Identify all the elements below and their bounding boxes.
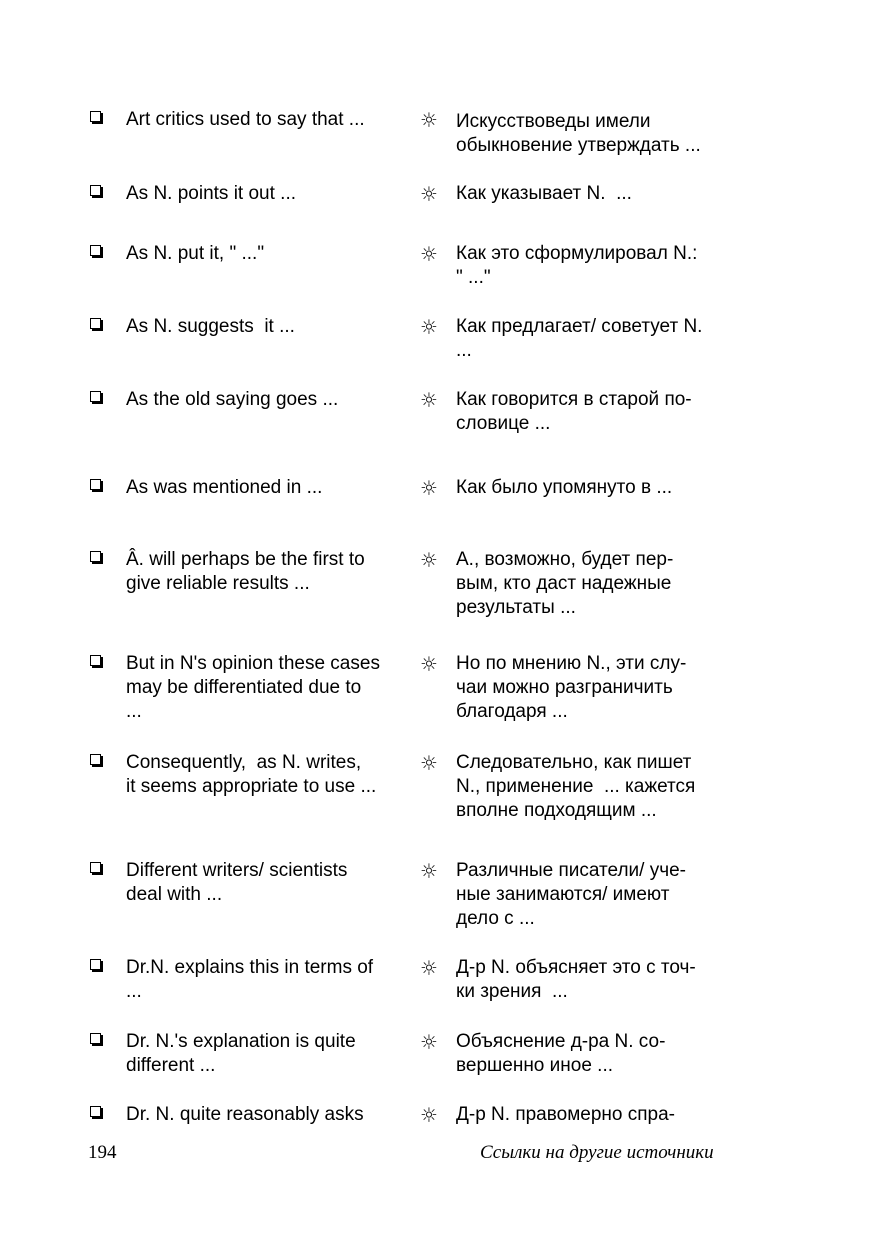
russian-translation: Как указывает N. ... xyxy=(456,183,632,204)
russian-translation: Как предлагает/ советует N. ... xyxy=(456,316,703,361)
checkbox-bullet-icon xyxy=(90,245,101,256)
english-phrase: As the old saying goes ... xyxy=(126,389,339,410)
sun-icon: ☼ xyxy=(420,108,438,132)
checkbox-bullet-icon xyxy=(90,185,101,196)
russian-translation: Как говорится в старой по- словице ... xyxy=(456,389,692,434)
checkbox-bullet-icon xyxy=(90,479,101,490)
english-phrase: Dr. N.'s explanation is quite different ... xyxy=(126,1031,356,1076)
sun-icon: ☼ xyxy=(420,956,438,980)
english-phrase: Dr. N. quite reasonably asks xyxy=(126,1104,364,1125)
russian-translation: Объяснение д-ра N. со- вершенно иное ... xyxy=(456,1031,666,1076)
checkbox-bullet-icon xyxy=(90,655,101,666)
english-phrase: Dr.N. explains this in terms of ... xyxy=(126,957,374,1002)
russian-translation: Как было упомянуто в ... xyxy=(456,477,673,498)
sun-icon: ☼ xyxy=(420,652,438,676)
english-phrase: Art critics used to say that ... xyxy=(126,109,365,130)
english-phrase: Â. will perhaps be the first to give reliable results ... xyxy=(126,549,365,594)
english-phrase: As N. points it out ... xyxy=(126,183,297,204)
checkbox-bullet-icon xyxy=(90,959,101,970)
russian-translation: Д-р N. правомерно спра- xyxy=(456,1104,675,1125)
page-number: 194 xyxy=(88,1142,117,1163)
russian-translation: А., возможно, будет пер- вым, кто даст надежные результаты ... xyxy=(456,549,674,618)
checkbox-bullet-icon xyxy=(90,391,101,402)
russian-translation: Различные писатели/ уче- ные занимаются/ имеют дело с ... xyxy=(456,860,687,929)
sun-icon: ☼ xyxy=(420,476,438,500)
sun-icon: ☼ xyxy=(420,548,438,572)
checkbox-bullet-icon xyxy=(90,862,101,873)
running-footer-title: Ссылки на другие источники xyxy=(480,1142,714,1163)
sun-icon: ☼ xyxy=(420,182,438,206)
checkbox-bullet-icon xyxy=(90,754,101,765)
checkbox-bullet-icon xyxy=(90,111,101,122)
checkbox-bullet-icon xyxy=(90,1033,101,1044)
sun-icon: ☼ xyxy=(420,315,438,339)
english-phrase: Different writers/ scientists deal with ... xyxy=(126,860,348,905)
sun-icon: ☼ xyxy=(420,242,438,266)
sun-icon: ☼ xyxy=(420,751,438,775)
sun-icon: ☼ xyxy=(420,859,438,883)
english-phrase: As N. suggests it ... xyxy=(126,316,295,337)
russian-translation: Но по мнению N., эти слу- чаи можно разграничить благодаря ... xyxy=(456,653,687,722)
russian-translation: Искусствоведы имели обыкновение утверждать ... xyxy=(456,111,701,156)
english-phrase: Consequently, as N. writes, it seems appropriate to use ... xyxy=(126,752,377,797)
russian-translation: Следовательно, как пишет N., применение ... кажется вполне подходящим ... xyxy=(456,752,696,821)
english-phrase: As was mentioned in ... xyxy=(126,477,323,498)
english-phrase: As N. put it, " ..." xyxy=(126,243,265,264)
sun-icon: ☼ xyxy=(420,388,438,412)
sun-icon: ☼ xyxy=(420,1030,438,1054)
checkbox-bullet-icon xyxy=(90,318,101,329)
russian-translation: Как это сформулировал N.: " ..." xyxy=(456,243,698,288)
russian-translation: Д-р N. объясняет это с точ- ки зрения ... xyxy=(456,957,696,1002)
checkbox-bullet-icon xyxy=(90,551,101,562)
sun-icon: ☼ xyxy=(420,1103,438,1127)
english-phrase: But in N's opinion these cases may be differentiated due to ... xyxy=(126,653,380,722)
checkbox-bullet-icon xyxy=(90,1106,101,1117)
